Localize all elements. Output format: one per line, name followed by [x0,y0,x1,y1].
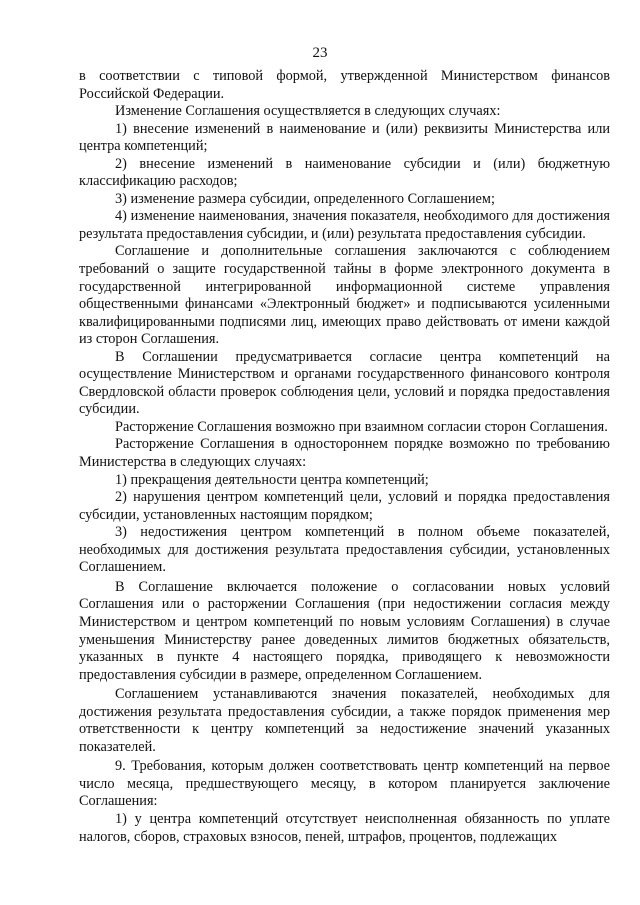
list-item-termination-2: 2) нарушения центром компетенций цели, условий и порядка предоставления субсидии, установленных настоящим порядком; [79,489,610,523]
paragraph-mutual-termination: Расторжение Соглашения возможно при взаимном согласии сторон Соглашения. [115,418,608,435]
list-item-amendment-2: 2) внесение изменений в наименование субсидии и (или) бюджетную классификацию расходов; [79,155,610,190]
paragraph-amendment-intro: Изменение Соглашения осуществляется в следующих случаях: [115,103,501,120]
list-item-requirement-1: 1) у центра компетенций отсутствует неисполненная обязанность по уплате налогов, сборов, страховых взносов, пеней, штрафов, процентов, подлежащих [79,810,610,845]
paragraph-section-9: 9. Требования, которым должен соответствовать центр компетенций на первое число месяца, предшествующего месяцу, в котором планируется заключение Соглашения: [79,758,610,810]
paragraph-new-conditions: В Соглашение включается положение о согласовании новых условий Соглашения или о расторжении Соглашения (при недостижении согласия между Министерством и центром компетенций по новым условиям Соглашения) в случае уменьшения Министерству ранее доведенных лимитов бюджетных обязательств, указанных в пункте 4 настоящего порядка, приводящего к невозможности предоставления субсидии в размере, определенном Соглашением. [79,578,610,683]
paragraph-continuation: в соответствии с типовой формой, утвержденной Министерством финансов Российской Федерации. [79,68,610,102]
paragraph-unilateral-termination: Расторжение Соглашения в одностороннем порядке возможно по требованию Министерства в следующих случаях: [79,436,610,471]
list-item-amendment-1: 1) внесение изменений в наименование и (или) реквизиты Министерства или центра компетенций; [79,120,610,155]
list-item-amendment-3: 3) изменение размера субсидии, определенного Соглашением; [115,190,495,207]
list-item-amendment-4: 4) изменение наименования, значения показателя, необходимого для достижения результата предоставления субсидии, и (или) результата предоставления субсидии. [79,208,610,242]
document-body [79,68,610,846]
list-item-termination-1: 1) прекращения деятельности центра компетенций; [115,471,429,488]
list-item-termination-3: 3) недостижения центром компетенций в полном объеме показателей, необходимых для достижения результата предоставления субсидии, установленных Соглашением. [79,524,610,576]
paragraph-electronic-signing: Соглашение и дополнительные соглашения заключаются с соблюдением требований о защите государственной тайны в форме электронного документа в государственной интегрированной информационной системе управления общественными финансами «Электронный бюджет» и подписываются усиленными квалифицированными подписями лиц, имеющих право действовать от имени каждой из сторон Соглашения. [79,243,610,348]
page-number: 23 [312,45,328,61]
paragraph-audit-consent: В Соглашении предусматривается согласие центра компетенций на осуществление Министерством и органами государственного финансового контроля Свердловской области проверок соблюдения цели, условий и порядка предоставления субсидии. [79,348,610,418]
paragraph-indicators: Соглашением устанавливаются значения показателей, необходимых для достижения результата предоставления субсидии, а также порядок применения мер ответственности к центру компетенций за недостижение значений указанных показателей. [79,686,610,755]
